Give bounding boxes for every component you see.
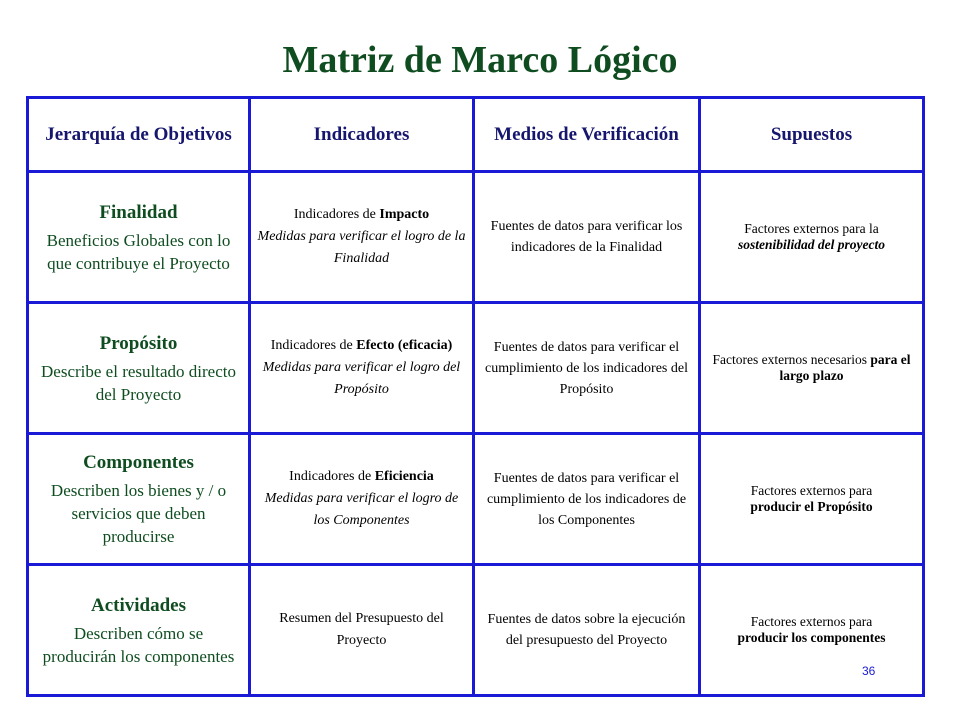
level-description: Beneficios Globales con lo que contribuye el Proyecto [46,230,231,273]
verification-cell: Fuentes de datos para verificar el cumplimiento de los indicadores del Propósito [474,303,700,434]
indicator-prefix: Indicadores de [289,469,375,484]
logframe-matrix [26,96,925,697]
assumption-emphasis: para el largo plazo [779,352,911,383]
assumption-cell [700,172,924,303]
assumption-emphasis: producir el Propósito [750,499,873,514]
indicator-cell [250,565,474,696]
slide-number: 36 [862,664,876,678]
indicator-description: Medidas para verificar el logro de los Componentes [264,491,459,528]
level-name: Finalidad [99,201,178,223]
level-description: Describen cómo se producirán los componentes [42,623,235,666]
objective-cell [28,303,250,434]
header-supuestos: Supuestos [700,98,924,172]
verification-cell: Fuentes de datos para verificar el cumplimiento de los indicadores de los Componentes [474,434,700,565]
assumption-cell [700,434,924,565]
table-row [28,303,924,434]
indicator-type: Efecto (eficacia) [356,338,453,353]
assumption-emphasis: producir los componentes [737,630,886,645]
header-row [28,98,924,172]
objective-cell [28,565,250,696]
indicator-type: Impacto [379,207,430,222]
indicator-prefix: Indicadores de [293,207,380,222]
assumption-prefix: Factores externos para [750,483,873,498]
table-row [28,172,924,303]
verification-cell: Fuentes de datos para verificar los indicadores de la Finalidad [474,172,700,303]
indicator-description: Medidas para verificar el logro del Propósito [262,360,461,397]
indicator-text: Resumen del Presupuesto del Proyecto [279,611,444,648]
assumption-emphasis: sostenibilidad del proyecto [738,237,885,252]
assumption-prefix: Factores externos para [750,614,873,629]
indicator-description: Medidas para verificar el logro de la Finalidad [257,229,466,266]
table-row [28,434,924,565]
indicator-cell [250,172,474,303]
objective-cell [28,172,250,303]
level-name: Actividades [91,594,186,616]
indicator-cell [250,434,474,565]
indicator-cell [250,303,474,434]
assumption-cell [700,565,924,696]
header-indicadores: Indicadores [250,98,474,172]
indicator-prefix: Indicadores de [270,338,357,353]
assumption-cell [700,303,924,434]
header-medios: Medios de Verificación [474,98,700,172]
assumption-prefix: Factores externos necesarios [712,352,871,367]
level-name: Propósito [99,332,178,354]
level-description: Describen los bienes y / o servicios que deben producirse [50,481,227,546]
assumption-prefix: Factores externos para la [744,221,879,236]
objective-cell [28,434,250,565]
verification-cell: Fuentes de datos sobre la ejecución del presupuesto del Proyecto [474,565,700,696]
page-title: Matriz de Marco Lógico [282,39,678,81]
level-description: Describe el resultado directo del Proyecto [41,361,236,404]
level-name: Componentes [83,452,194,473]
indicator-type: Eficiencia [374,469,434,484]
table-row [28,565,924,696]
header-jerarquia: Jerarquía de Objetivos [28,98,250,172]
